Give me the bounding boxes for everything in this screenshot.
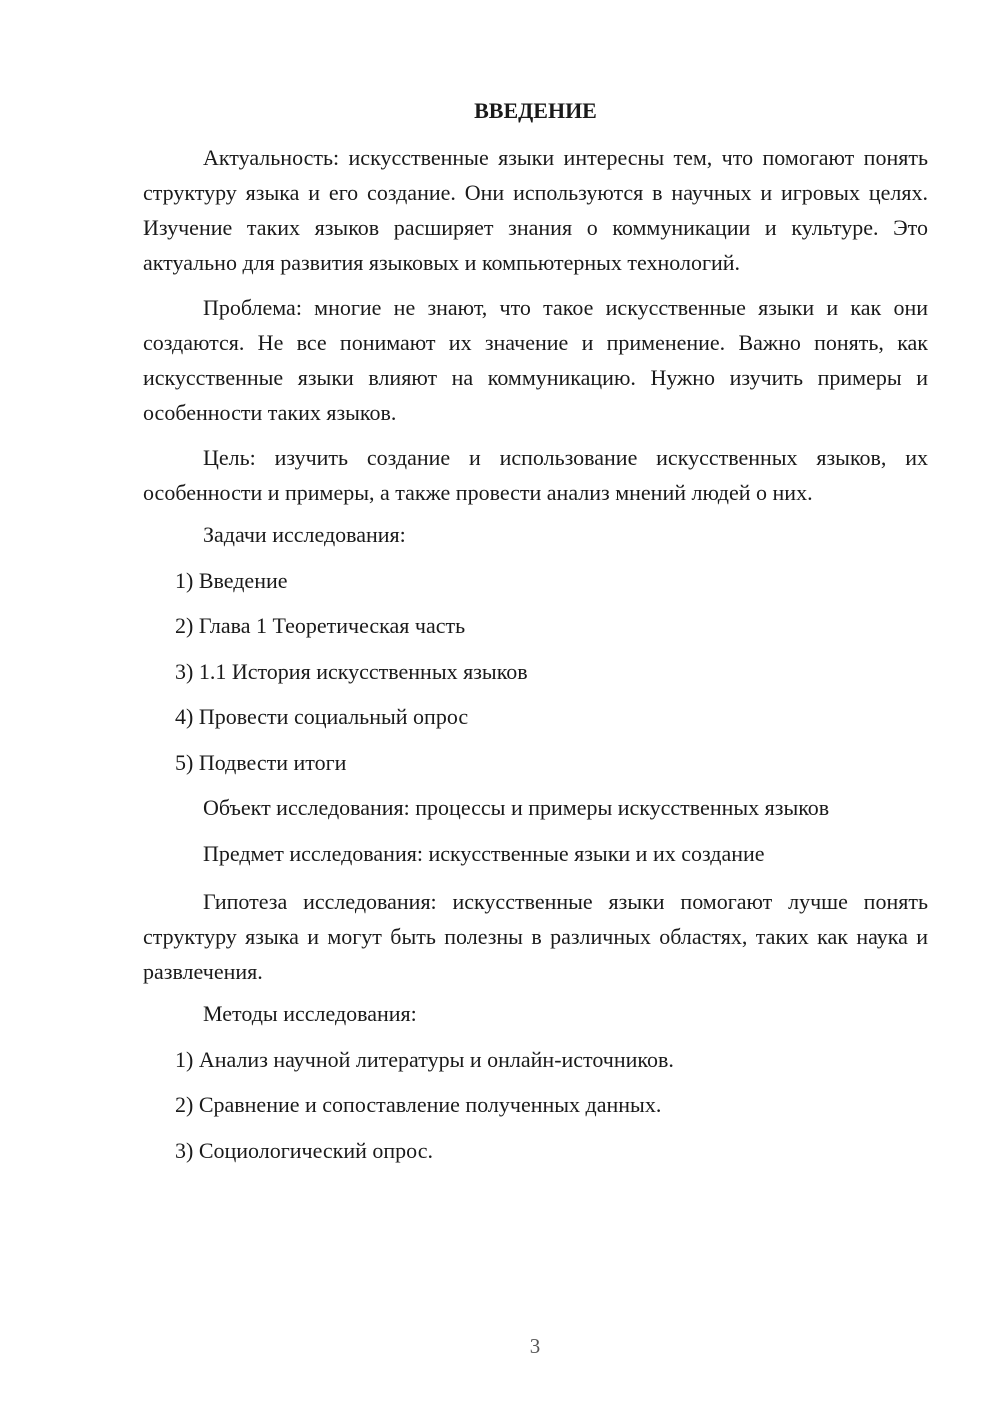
task-item-2: 2) Глава 1 Теоретическая часть	[175, 613, 466, 638]
task-item-5: 5) Подвести итоги	[175, 749, 347, 775]
section-title: ВВЕДЕНИЕ	[474, 98, 597, 123]
tasks-label: Задачи исследования:	[203, 522, 406, 547]
problem-paragraph: Проблема: многие не знают, что такое искусственные языки и как они создаются. Не все понимают их значение и применение. Важно понять, как искусственные языки влияют на коммуникацию. Нужно изучить примеры и особенности таких языков.	[143, 295, 928, 425]
methods-label: Методы исследования:	[203, 1001, 417, 1026]
research-subject: Предмет исследования: искусственные языки и их создание	[203, 840, 765, 866]
task-item-3: 3) 1.1 История искусственных языков	[175, 658, 528, 684]
method-item-3: 3) Социологический опрос.	[175, 1137, 433, 1163]
method-item-2: 2) Сравнение и сопоставление полученных данных.	[175, 1092, 662, 1117]
page-number: 3	[529, 1334, 541, 1358]
goal-paragraph: Цель: изучить создание и использование искусственных языков, их особенности и примеры, а также провести анализ мнений людей о них.	[143, 445, 928, 505]
research-object: Объект исследования: процессы и примеры искусственных языков	[203, 795, 830, 820]
hypothesis-paragraph: Гипотеза исследования: искусственные языки помогают лучше понять структуру языка и могут быть полезны в различных областях, таких как наука и развлечения.	[143, 889, 928, 984]
relevance-paragraph: Актуальность: искусственные языки интересны тем, что помогают понять структуру языка и его создание. Они используются в научных и игровых целях. Изучение таких языков расширяет знания о коммуникации и культуре. Это актуально для развития языковых и компьютерных технологий.	[143, 145, 928, 275]
task-item-1: 1) Введение	[175, 567, 288, 593]
document-page	[143, 96, 928, 1181]
method-item-1: 1) Анализ научной литературы и онлайн-источников.	[175, 1046, 674, 1072]
task-item-4: 4) Провести социальный опрос	[175, 704, 469, 729]
